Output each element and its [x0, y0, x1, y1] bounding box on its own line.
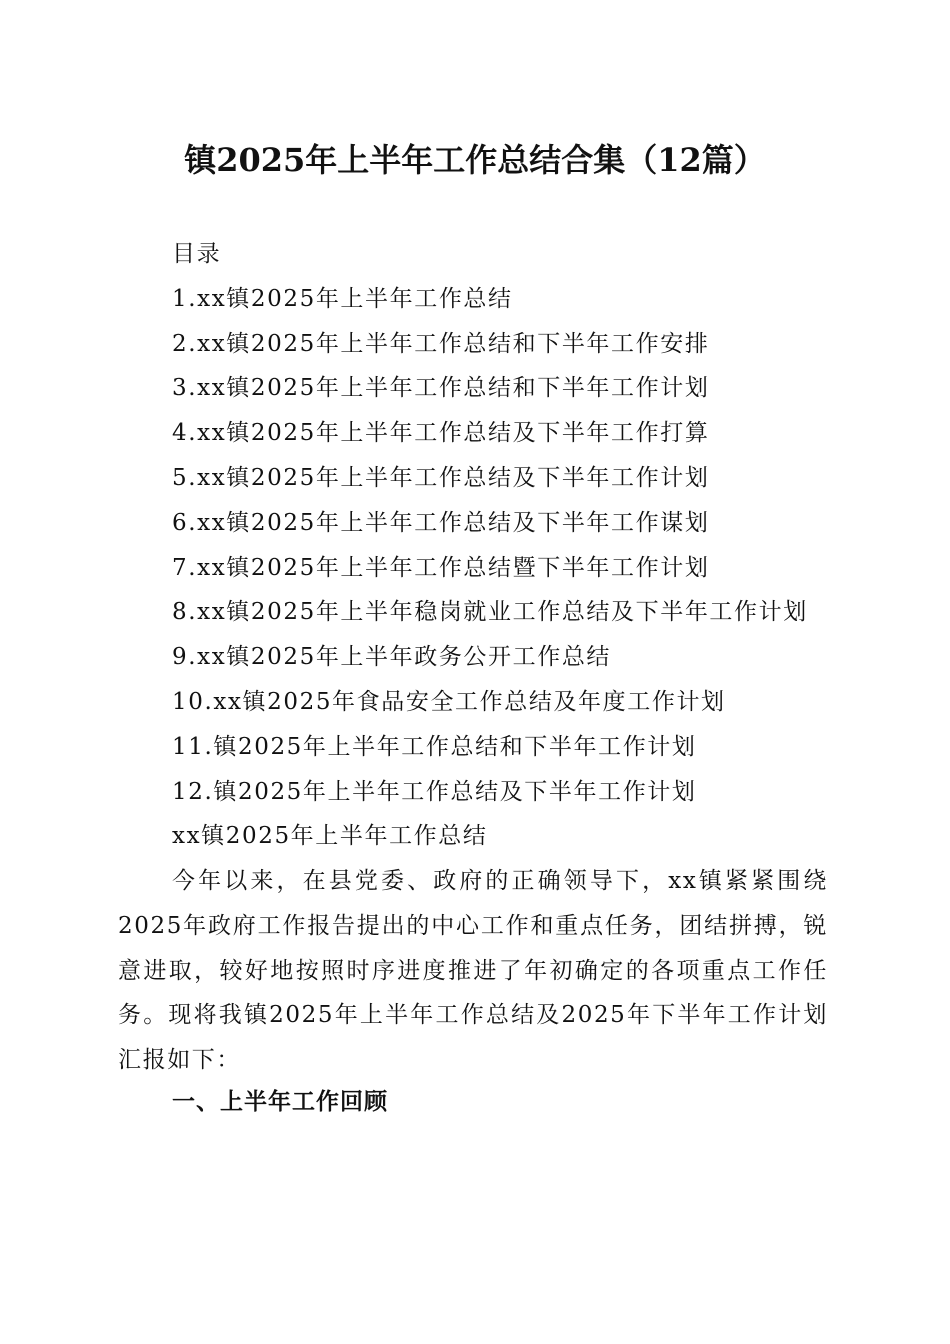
table-of-contents — [172, 232, 808, 859]
toc-item: 9.xx镇2025年上半年政务公开工作总结 — [172, 644, 612, 671]
toc-item: 6.xx镇2025年上半年工作总结及下半年工作谋划 — [172, 509, 710, 536]
toc-item: 12.镇2025年上半年工作总结及下半年工作计划 — [172, 778, 697, 805]
toc-item: 1.xx镇2025年上半年工作总结 — [172, 285, 513, 312]
toc-item: 3.xx镇2025年上半年工作总结和下半年工作计划 — [172, 375, 710, 402]
toc-item: 7.xx镇2025年上半年工作总结暨下半年工作计划 — [172, 554, 710, 581]
toc-item: 5.xx镇2025年上半年工作总结及下半年工作计划 — [172, 464, 710, 491]
toc-item: 10.xx镇2025年食品安全工作总结及年度工作计划 — [172, 688, 726, 715]
document-title: 镇2025年上半年工作总结合集（12篇） — [184, 141, 766, 179]
toc-item: 2.xx镇2025年上半年工作总结和下半年工作安排 — [172, 330, 710, 357]
article-title: xx镇2025年上半年工作总结 — [172, 823, 488, 850]
section-heading: 一、上半年工作回顾 — [172, 1089, 388, 1115]
toc-heading: 目录 — [172, 241, 222, 267]
toc-item: 8.xx镇2025年上半年稳岗就业工作总结及下半年工作计划 — [172, 599, 808, 626]
intro-paragraph: 今年以来，在县党委、政府的正确领导下，xx镇紧紧围绕2025年政府工作报告提出的中心工作和重点任务，团结拼搏，锐意进取，较好地按照时序进度推进了年初确定的各项重点工作任务。现将我镇2025年上半年工作总结及2025年下半年工作计划汇报如下： — [118, 868, 828, 1074]
toc-item: 4.xx镇2025年上半年工作总结及下半年工作打算 — [172, 420, 710, 447]
toc-item: 11.镇2025年上半年工作总结和下半年工作计划 — [172, 733, 697, 760]
